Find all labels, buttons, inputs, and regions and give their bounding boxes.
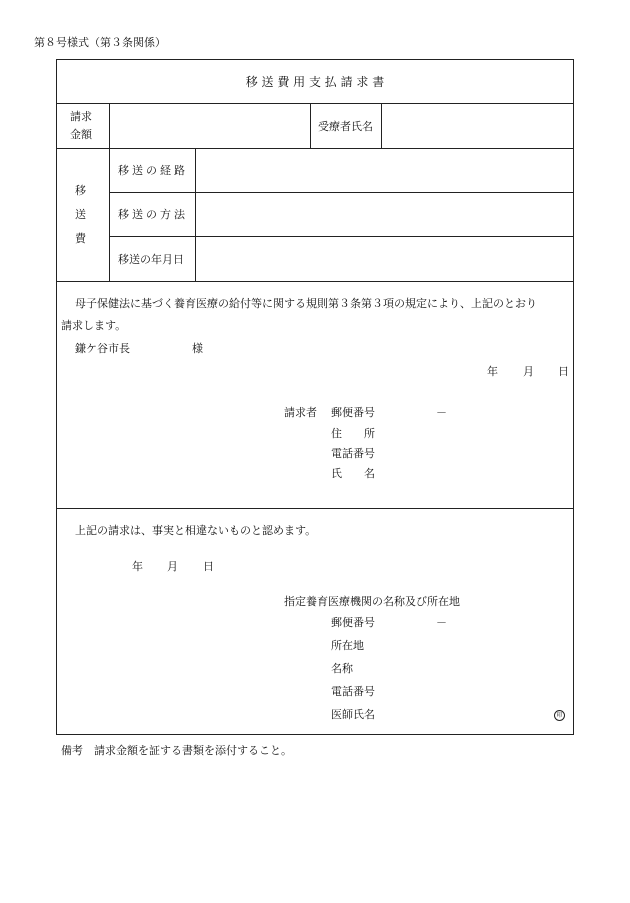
claimant-label: 請求者	[284, 406, 317, 419]
patient-name-label: 受療者氏名	[318, 120, 373, 133]
certification-date-year: 年	[132, 560, 143, 573]
addressee-honorific: 様	[192, 342, 203, 355]
rule-transport-sublabel	[195, 148, 196, 281]
certification-text: 上記の請求は、事実と相違ないものと認めます。	[75, 524, 317, 537]
claimant-postal-dash: －	[436, 406, 447, 419]
rule-patient-label-left	[310, 103, 311, 148]
transport-route-field[interactable]	[197, 150, 572, 190]
transport-method-label: 移送の方法	[118, 208, 188, 221]
transport-label-char3: 費	[75, 232, 86, 245]
transport-label-char1: 移	[75, 184, 86, 197]
rule-label-column	[109, 103, 110, 281]
statement-date-year: 年	[487, 365, 498, 378]
transport-date-label: 移送の年月日	[118, 253, 184, 266]
statement-date-month: 月	[523, 365, 534, 378]
transport-date-field[interactable]	[197, 238, 572, 279]
rule-method-bottom	[109, 236, 574, 237]
institution-heading: 指定養育医療機関の名称及び所在地	[284, 595, 460, 608]
note: 備考 請求金額を証する書類を添付すること。	[61, 744, 292, 757]
statement-line2: 請求します。	[61, 319, 127, 332]
institution-phone-label: 電話番号	[331, 685, 375, 698]
claim-amount-label-line1: 請求	[70, 110, 92, 123]
doctor-name-label: 医師氏名	[331, 708, 375, 721]
institution-postal-label: 郵便番号	[331, 616, 375, 629]
claimant-name-label: 氏 名	[331, 467, 375, 480]
claimant-postal-label: 郵便番号	[331, 406, 375, 419]
claim-amount-label-line2: 金額	[70, 128, 92, 141]
institution-postal-dash: －	[436, 616, 447, 629]
certification-date-day: 日	[203, 560, 214, 573]
form-number: 第８号様式（第３条関係）	[34, 36, 166, 49]
form-title: 移 送 費 用 支 払 請 求 書	[245, 75, 385, 89]
claim-amount-field[interactable]	[111, 105, 308, 146]
rule-transport-bottom	[56, 281, 574, 282]
patient-name-field[interactable]	[383, 105, 572, 146]
rule-route-bottom	[109, 192, 574, 193]
statement-date-day: 日	[558, 365, 569, 378]
claimant-phone-label: 電話番号	[331, 447, 375, 460]
transport-method-field[interactable]	[197, 194, 572, 234]
transport-label-char2: 送	[75, 208, 86, 221]
addressee: 鎌ケ谷市長	[75, 342, 130, 355]
institution-location-label: 所在地	[331, 639, 364, 652]
rule-statement-bottom	[56, 508, 574, 509]
rule-claim-bottom	[56, 148, 574, 149]
rule-patient-label-right	[381, 103, 382, 148]
transport-route-label: 移送の経路	[118, 164, 188, 177]
statement-line1: 母子保健法に基づく養育医療の給付等に関する規則第３条第３項の規定により、上記のとおり	[75, 297, 537, 310]
rule-title-bottom	[56, 103, 574, 104]
seal-icon: 印	[554, 710, 565, 721]
certification-date-month: 月	[167, 560, 178, 573]
claimant-address-label: 住 所	[331, 427, 375, 440]
institution-name-label: 名称	[331, 662, 353, 675]
